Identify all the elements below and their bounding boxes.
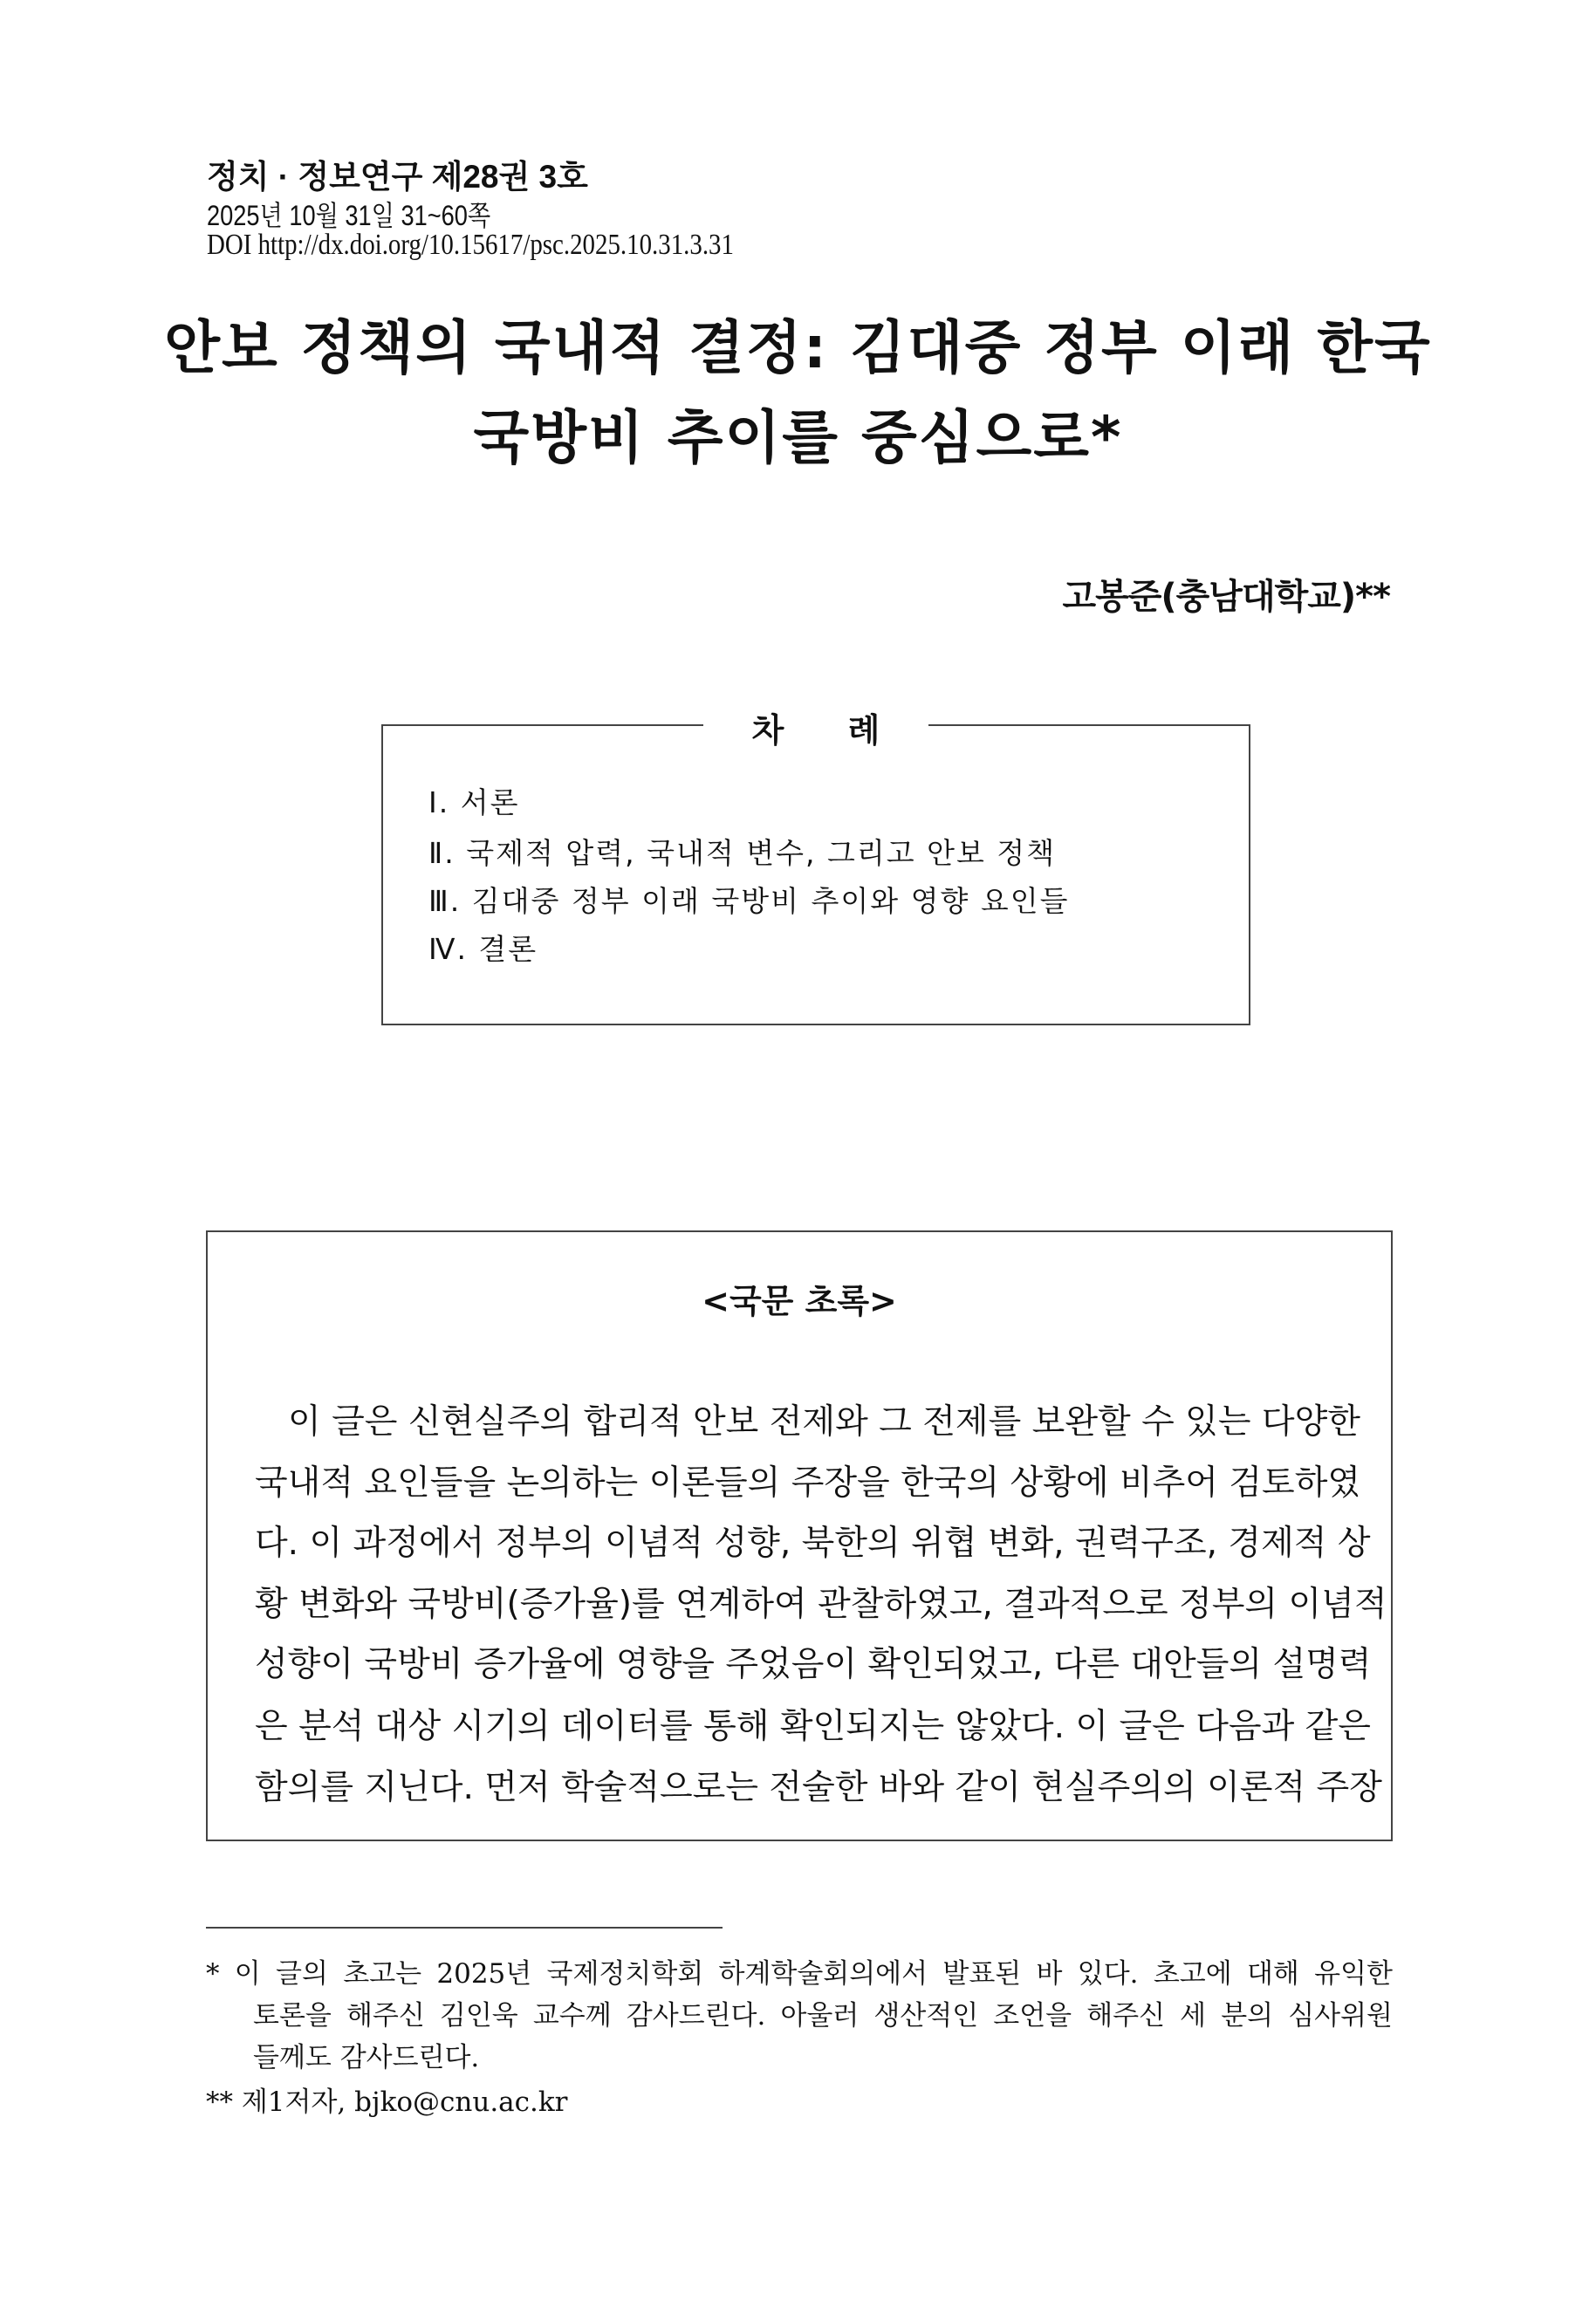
footnote-2: ** 제1저자, bjko@cnu.ac.kr [206,2086,568,2118]
abstract-line: 함의를 지닌다. 먼저 학술적으로는 전술한 바와 같이 현실주의의 이론적 주장 [255,1768,1382,1807]
footnote-1-line: * 이 글의 초고는 2025년 국제정치학회 하계학술회의에서 발표된 바 있다. 초고에 대해 유익한 [206,1958,1393,1990]
abstract-line: 이 글은 신현실주의 합리적 안보 전제와 그 전제를 보완할 수 있는 다양한 [288,1402,1360,1442]
toc-heading: 차 례 [703,711,929,750]
author: 고봉준(충남대학교)** [1062,577,1390,617]
abstract-line: 국내적 요인들을 논의하는 이론들의 주장을 한국의 상황에 비추어 검토하였 [255,1463,1361,1503]
publication-date: 2025년 10월 31일 31~60쪽 [207,200,491,231]
paper-title-line1: 안보 정책의 국내적 결정: 김대중 정부 이래 한국 [164,314,1432,381]
paper-title-line2: 국방비 추이를 중심으로* [473,404,1123,471]
toc-item: Ⅳ. 결론 [428,932,538,966]
abstract-line: 다. 이 과정에서 정부의 이념적 성향, 북한의 위협 변화, 권력구조, 경제적 상 [255,1524,1371,1563]
abstract-heading: <국문 초록> [702,1282,897,1320]
toc-item: Ⅰ. 서론 [428,785,520,819]
toc-item: Ⅱ. 국제적 압력, 국내적 변수, 그리고 안보 정책 [428,836,1057,870]
abstract-line: 은 분석 대상 시기의 데이터를 통해 확인되지는 않았다. 이 글은 다음과 같은 [255,1707,1371,1746]
table-of-contents [381,711,1250,1025]
journal-name: 정치 · 정보연구 제28권 3호 [207,159,588,195]
doi-link[interactable]: DOI http://dx.doi.org/10.15617/psc.2025.10.31.3.31 [207,229,734,261]
footnote-1-line: 들께도 감사드린다. [253,2042,480,2073]
abstract-line: 성향이 국방비 증가율에 영향을 주었음이 확인되었고, 다른 대안들의 설명력 [255,1645,1372,1684]
footnote-divider [206,1927,723,1929]
footnote-1-line: 토론을 해주신 김인욱 교수께 감사드린다. 아울러 생산적인 조언을 해주신 세 분의 심사위원 [253,2000,1393,2032]
toc-item: Ⅲ. 김대중 정부 이래 국방비 추이와 영향 요인들 [428,884,1070,918]
abstract-box [206,1230,1393,1841]
abstract-line: 황 변화와 국방비(증가율)를 연계하여 관찰하였고, 결과적으로 정부의 이념적 [255,1585,1387,1624]
